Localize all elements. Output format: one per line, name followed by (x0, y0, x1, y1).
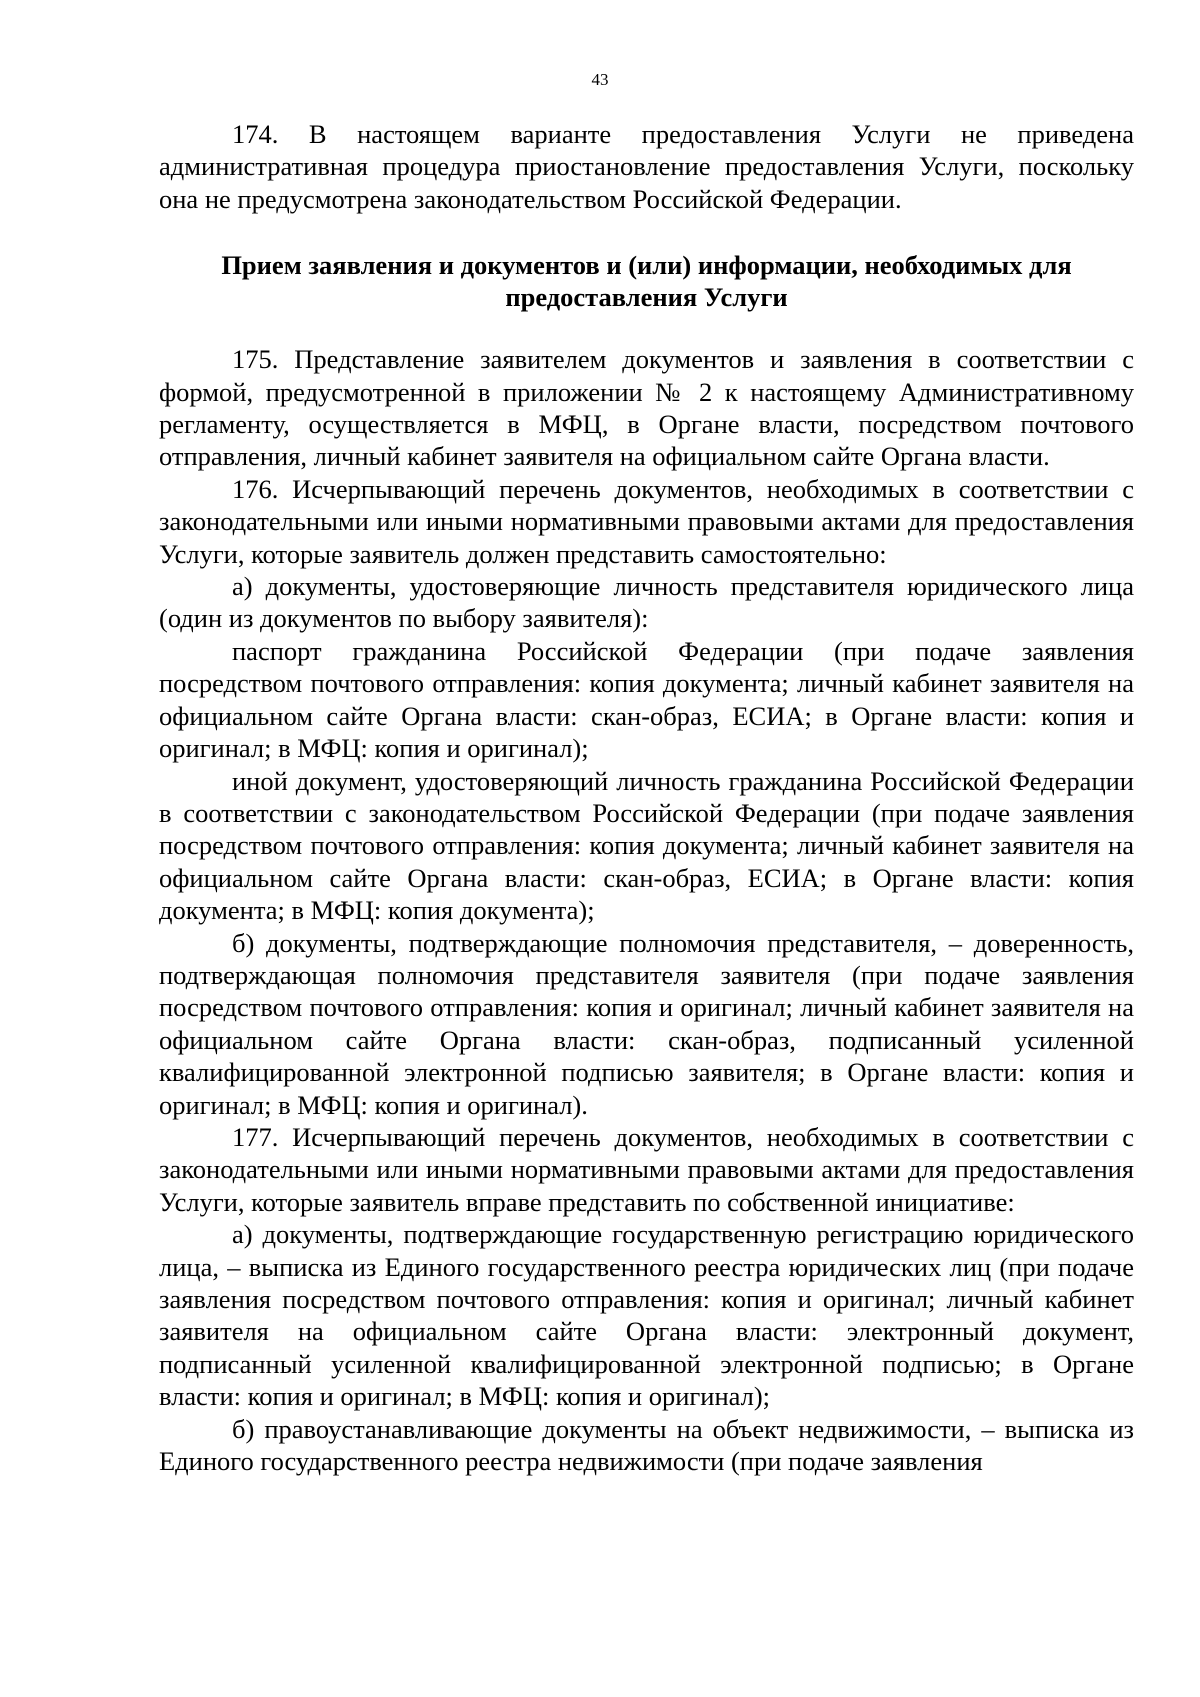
paragraph-174: 174. В настоящем варианте предоставления Услуги не приведена административная процедура приостановление предоставления Услуги, поскольку она не предусмотрена законодательством Российской Федерации. (159, 119, 1134, 214)
paragraph-176-a: а) документы, удостоверяющие личность представителя юридического лица (один из документов по выбору заявителя): (159, 571, 1134, 634)
paragraph-176-a-passport: паспорт гражданина Российской Федерации (при подаче заявления посредством почтового отправления: копия документа; личный кабинет заявителя на официальном сайте Органа власти: скан-образ, ЕСИА; в Органе власти: копия и оригинал; в МФЦ: копия и оригинал); (159, 635, 1134, 764)
section-heading: Прием заявления и документов и (или) информации, необходимых для предоставления Услуги (221, 250, 1072, 313)
page-number: 43 (591, 70, 609, 89)
paragraph-176-a-other-id: иной документ, удостоверяющий личность гражданина Российской Федерации в соответствии с законодательством Российской Федерации (при подаче заявления посредством почтового отправления: копия документа; личный кабинет заявителя на официальном сайте Органа власти: скан-образ, ЕСИА; в Органе власти: копия документа; в МФЦ: копия документа); (159, 765, 1134, 926)
paragraph-176: 176. Исчерпывающий перечень документов, необходимых в соответствии с законодательными или иными нормативными правовыми актами для предоставления Услуги, которые заявитель должен представить самостоятельно: (159, 473, 1134, 569)
paragraph-177-b: б) правоустанавливающие документы на объект недвижимости, – выписка из Единого государственного реестра недвижимости (при подаче заявления (159, 1413, 1134, 1477)
paragraph-177-a: а) документы, подтверждающие государственную регистрацию юридического лица, – выписка из Единого государственного реестра юридических лиц (при подаче заявления посредством почтового отправления: копия и оригинал; личный кабинет заявителя на официальном сайте Органа власти: электронный документ, подписанный усиленной квалифицированной электронной подписью; в Органе власти: копия и оригинал; в МФЦ: копия и оригинал); (159, 1219, 1134, 1412)
document-body (159, 118, 1134, 1477)
paragraph-176-b: б) документы, подтверждающие полномочия представителя, – доверенность, подтверждающая полномочия представителя заявителя (при подаче заявления посредством почтового отправления: копия и оригинал; личный кабинет заявителя на официальном сайте Органа власти: скан-образ, подписанный усиленной квалифицированной электронной подписью заявителя; в Органе власти: копия и оригинал; в МФЦ: копия и оригинал). (159, 927, 1134, 1120)
paragraph-175: 175. Представление заявителем документов и заявления в соответствии с формой, предусмотренной в приложении № 2 к настоящему Административному регламенту, осуществляется в МФЦ, в Органе власти, посредством почтового отправления, личный кабинет заявителя на официальном сайте Органа власти. (159, 344, 1134, 472)
paragraph-177: 177. Исчерпывающий перечень документов, необходимых в соответствии с законодательными или иными нормативными правовыми актами для предоставления Услуги, которые заявитель вправе представить по собственной инициативе: (159, 1121, 1134, 1217)
